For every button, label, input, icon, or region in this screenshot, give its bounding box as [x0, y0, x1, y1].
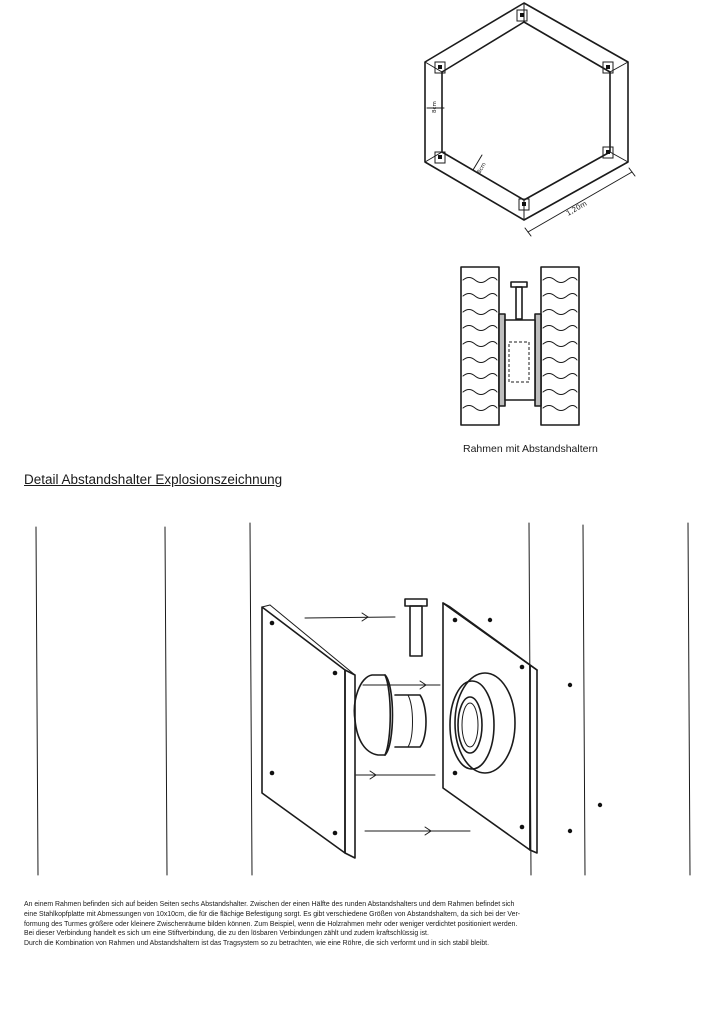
hexagon-frame-drawing	[410, 0, 640, 240]
description-line: An einem Rahmen befinden sich auf beiden Seiten sechs Abstandshalter. Zwischen der einen Hälfte des runden Abstandshalters und dem Rahmen befindet sich	[24, 901, 515, 908]
figure-caption: Rahmen mit Abstandshaltern	[463, 443, 598, 455]
exploded-view-drawing	[0, 515, 715, 885]
left-spacer-half	[354, 675, 426, 755]
description-line: Durch die Kombination von Rahmen und Abstandshaltern ist das Tragsystem so zu betrachten, wie eine Röhre, die sich verformt und in sich stabil bleibt.	[24, 940, 489, 948]
frame-lines	[36, 523, 690, 875]
frame-section-drawing	[455, 262, 585, 432]
assembly-arrows	[305, 613, 470, 835]
right-spacer-half	[450, 673, 515, 773]
dimension-beam-label-left: 8cm	[432, 101, 438, 113]
description-line: eine Stahlkopfplatte mit Abmessungen von 10x10cm, die für die flächige Befestigung sorgt. Es gibt verschiedene Größen von Abstandshaltern, da sich bei der Ver-	[24, 910, 521, 918]
steel-pin	[405, 599, 427, 656]
left-steel-plate	[262, 605, 355, 858]
dimension-beam-label-inner: 8cm	[476, 161, 488, 175]
description-line: Bei dieser Verbindung handelt es sich um eine Stiftverbindung, die zu den lösbaren Verbindungen zählt und zudem kraftschlüssig ist.	[24, 930, 429, 938]
section-heading: Detail Abstandshalter Explosionszeichnung	[24, 472, 283, 487]
description-text	[24, 900, 692, 949]
dimension-side-label: 1,20m	[565, 199, 589, 218]
description-line: formung des Turmes größere oder kleinere Zwischenräume bilden können. Zum Beispiel, wenn die Holzrahmen mehr oder weniger verdichtet positioniert werden.	[24, 920, 518, 928]
right-steel-plate	[443, 603, 537, 853]
